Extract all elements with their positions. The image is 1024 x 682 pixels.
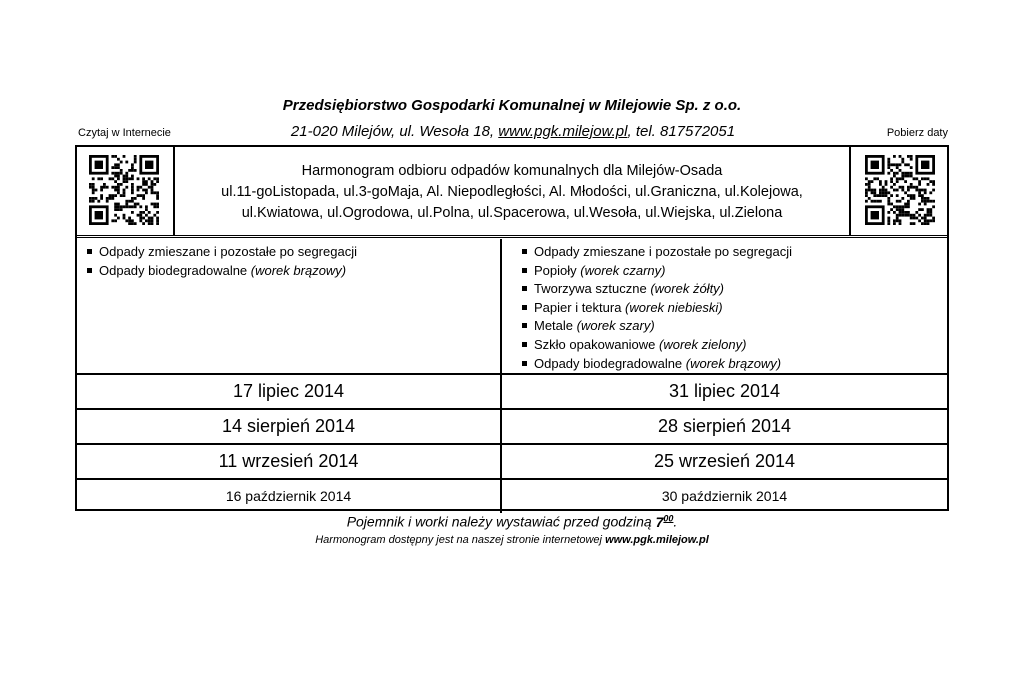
date-row xyxy=(77,410,947,445)
collection-date-left: 11 wrzesień 2014 xyxy=(77,445,502,478)
qr-box-left xyxy=(77,147,175,235)
collection-date-right: 28 sierpień 2014 xyxy=(657,416,792,436)
waste-type-item: Szkło opakowaniowe (worek zielony) xyxy=(512,336,947,355)
qr-code-icon[interactable] xyxy=(865,155,935,225)
schedule-header xyxy=(77,147,947,238)
footer-website-link[interactable]: www.pgk.milejow.pl xyxy=(605,534,709,546)
schedule-table xyxy=(75,145,949,511)
website-link[interactable]: www.pgk.milejow.pl xyxy=(498,123,628,140)
collection-date-left: 16 październik 2014 xyxy=(77,480,502,513)
qr-code-icon[interactable] xyxy=(89,155,159,225)
waste-type-item: Tworzywa sztuczne (worek żółty) xyxy=(512,280,947,299)
date-row xyxy=(77,480,947,513)
waste-types xyxy=(77,239,947,375)
waste-types-right xyxy=(502,239,947,373)
waste-type-item: Odpady zmieszane i pozostałe po segregacji xyxy=(77,243,500,262)
collection-date-left: 14 sierpień 2014 xyxy=(77,410,502,443)
waste-type-item: Odpady zmieszane i pozostałe po segregacji xyxy=(512,243,947,262)
qr-box-right xyxy=(849,147,947,235)
collection-date-right: 30 październik 2014 xyxy=(661,488,788,504)
address-line xyxy=(76,123,950,143)
waste-type-item: Odpady biodegradowalne (worek brązowy) xyxy=(512,355,947,374)
date-row xyxy=(77,375,947,410)
company-address: 21-020 Milejów, ul. Wesoła 18, www.pgk.milejow.pl, tel. 817572051 xyxy=(290,123,736,140)
date-row xyxy=(77,445,947,480)
waste-type-item: Odpady biodegradowalne (worek brązowy) xyxy=(77,262,500,281)
waste-types-left xyxy=(77,239,502,373)
read-online-label: Czytaj w Internecie xyxy=(78,127,171,139)
collection-date-right: 31 lipiec 2014 xyxy=(668,381,781,401)
collection-date-left: 17 lipiec 2014 xyxy=(77,375,502,408)
waste-type-item: Popioły (worek czarny) xyxy=(512,262,947,281)
waste-type-item: Metale (worek szary) xyxy=(512,317,947,336)
company-name: Przedsiębiorstwo Gospodarki Komunalnej w Milejowie Sp. z o.o. xyxy=(282,97,742,114)
waste-type-item: Papier i tektura (worek niebieski) xyxy=(512,299,947,318)
footer-website-note: Harmonogram dostępny jest na naszej stronie internetowej www.pgk.milejow.pl xyxy=(315,534,709,546)
schedule-title: Harmonogram odbioru odpadów komunalnych dla Milejów-Osada ul.11-goListopada, ul.3-goMaja, Al. Niepodległości, Al. Młodości, ul.Graniczna, ul.Kolejowa, ul.Kwiatowa, ul.Ogrodowa, ul.Polna, ul.Spacerowa, ul.Wesoła, ul.Wiejska, ul.Zielona xyxy=(221,163,803,221)
download-dates-label: Pobierz daty xyxy=(886,127,948,139)
collection-date-right: 25 wrzesień 2014 xyxy=(653,451,796,471)
footer-note: Pojemnik i worki należy wystawiać przed godziną $7^{00}$. xyxy=(346,513,678,530)
collection-dates xyxy=(77,375,947,513)
